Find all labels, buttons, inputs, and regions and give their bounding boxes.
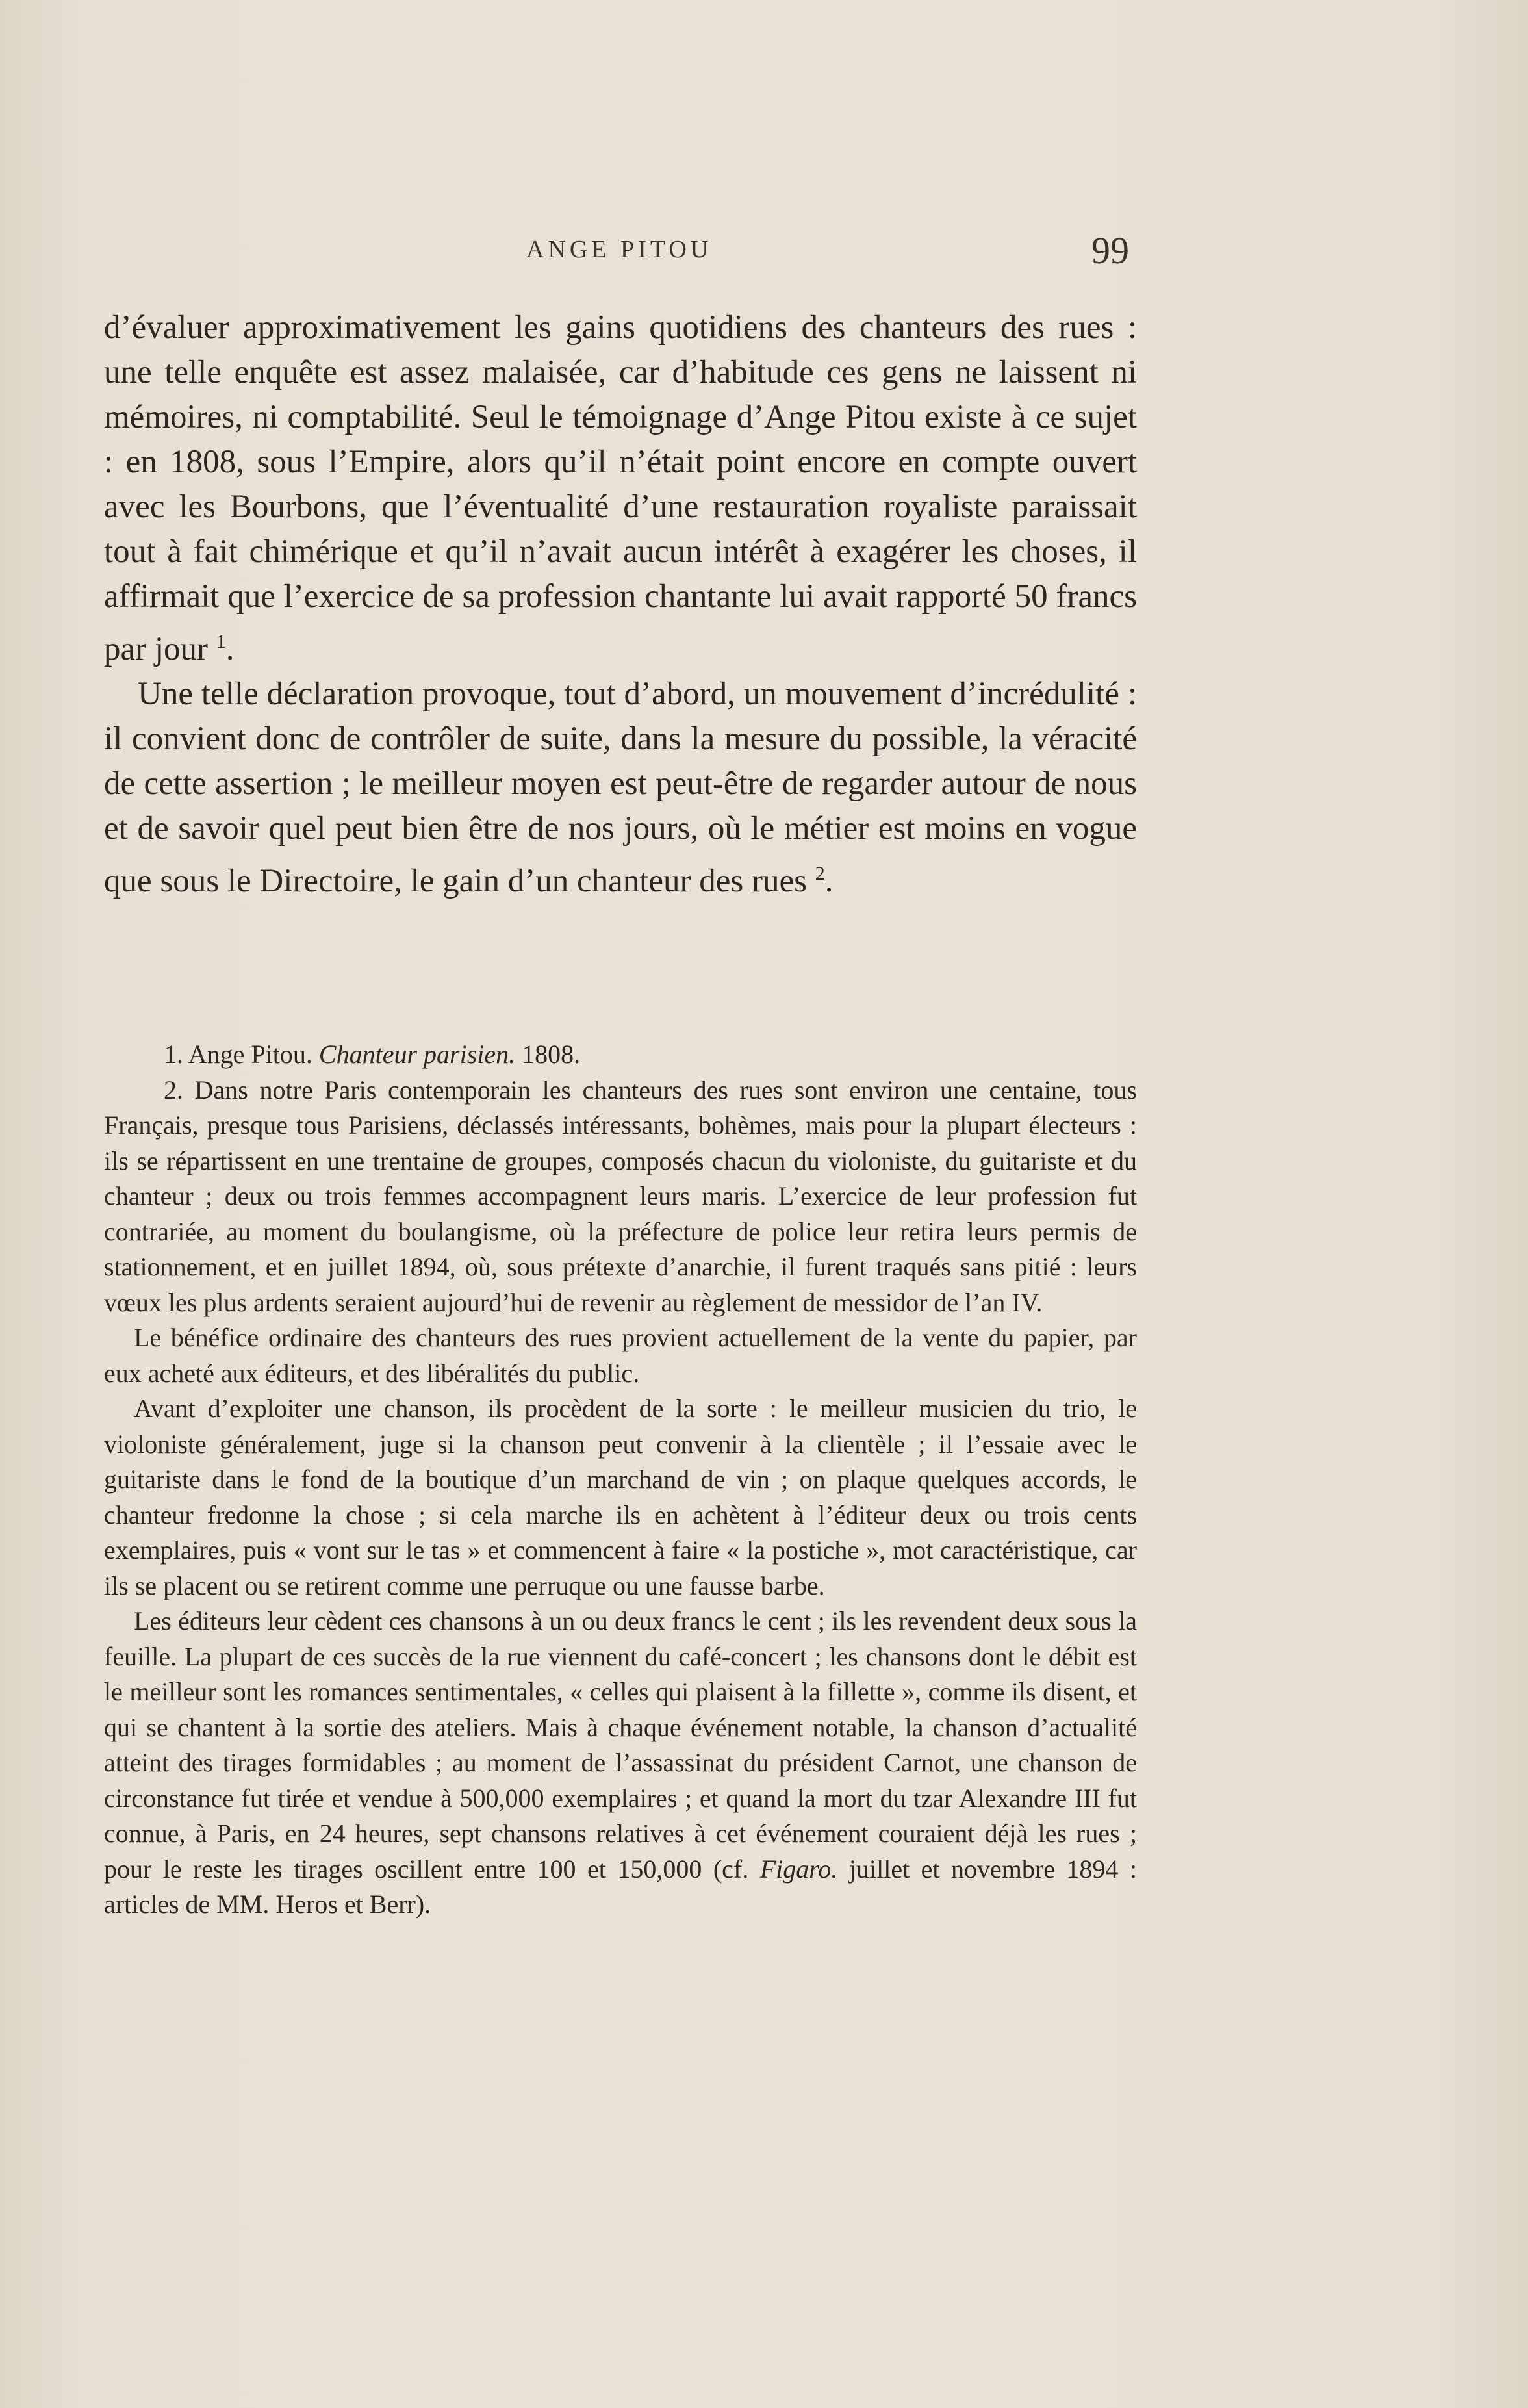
footnote-2 bbox=[104, 1073, 1137, 1321]
footnote-paragraph: Le bénéfice ordinaire des chanteurs des rues provient actuellement de la vente du papier, par eux acheté aux éditeurs, et des libéralités du public. bbox=[104, 1323, 1137, 1388]
footnote-number: 1. bbox=[164, 1040, 183, 1069]
footnote-source: Figaro. bbox=[759, 1854, 838, 1884]
footnote-title: Chanteur parisien. bbox=[318, 1040, 516, 1069]
footnote-ref-1: 1 bbox=[216, 631, 226, 652]
page-number: 99 bbox=[1091, 229, 1129, 272]
footnote-text: Dans notre Paris contemporain les chanteurs des rues sont environ une centaine, tous Français, presque tous Parisiens, déclassés intéressants, bohèmes, mais pour la plupart électeurs : ils se répartissent en une trentaine de groupes, composés chacun du violoniste, du guitariste et du chanteur ; deux ou trois femmes accompagnent leurs maris. L’exercice de leur profession fut contrariée, au moment du boulangisme, où la préfecture de police leur retira leurs permis de stationnement, et en juillet 1894, où, sous prétexte d’anarchie, il furent traqués sans pitié : leurs vœux les plus ardents seraient aujourd’hui de revenir au règlement de messidor de l’an IV. bbox=[104, 1075, 1138, 1317]
footnote-ref-2: 2 bbox=[815, 863, 825, 884]
body-paragraph bbox=[104, 305, 1137, 672]
paragraph-text: Une telle déclaration provoque, tout d’abord, un mouvement d’incrédulité : il convient donc de contrôler de suite, dans la mesure du possible, la véracité de cette assertion ; le meilleur moyen est peut-être de regarder autour de nous et de savoir quel peut bien être de nos jours, où le métier est moins en vogue que sous le Directoire, le gain d’un chanteur des rues bbox=[104, 676, 1137, 899]
body-paragraph bbox=[104, 672, 1137, 904]
footnote-number: 2. bbox=[164, 1075, 183, 1105]
paragraph-text: d’évaluer approximativement les gains quotidiens des chanteurs des rues : une telle enquête est assez malaisée, car d’habitude ces gens ne laissent ni mémoires, ni comptabilité. Seul le témoignage d’Ange Pitou existe à ce sujet : en 1808, sous l’Empire, alors qu’il n’était point encore en compte ouvert avec les Bourbons, que l’éventualité d’une restauration royaliste paraissait tout à fait chimérique et qu’il n’avait aucun intérêt à exagérer les choses, il affirmait que l’exercice de sa profession chantante lui avait rapporté 50 francs par jour bbox=[104, 309, 1137, 667]
footnote-paragraph: Avant d’exploiter une chanson, ils procèdent de la sorte : le meilleur musicien du trio, le violoniste généralement, juge si la chanson peut convenir à la clientèle ; il l’essaie avec le guitariste dans le fond de la boutique d’un marchand de vin ; on plaque quelques accords, le chanteur fredonne la chose ; si cela marche ils en achètent à l’éditeur deux ou trois cents exemplaires, puis « vont sur le tas » et commencent à faire « la postiche », mot caractéristique, car ils se placent ou se retirent comme une perruque ou une fausse barbe. bbox=[104, 1394, 1137, 1600]
running-head: ANGE PITOU bbox=[526, 236, 713, 263]
footnote-year: 1808. bbox=[522, 1040, 581, 1069]
main-text bbox=[104, 305, 1137, 904]
footnote-author: Ange Pitou. bbox=[188, 1040, 312, 1069]
footnote-1 bbox=[104, 1037, 1137, 1073]
footnote-text: juillet et novembre 1894 : articles de MM. Heros et Berr). bbox=[104, 1854, 1138, 1919]
sentence-end: . bbox=[824, 863, 834, 899]
sentence-end: . bbox=[225, 631, 235, 667]
footnotes bbox=[104, 1037, 1137, 1923]
footnote-text: Les éditeurs leur cèdent ces chansons à un ou deux francs le cent ; ils les revendent deux sous la feuille. La plupart de ces succès de la rue viennent du café-concert ; les chansons dont le débit est le meilleur sont les romances sentimentales, « celles qui plaisent à la fillette », comme ils disent, et qui se chantent à la sortie des ateliers. Mais à chaque événement notable, la chanson d’actualité atteint des tirages formidables ; au moment de l’assassinat du président Carnot, une chanson de circonstance fut tirée et vendue à 500,000 exemplaires ; et quand la mort du tzar Alexandre III fut connue, à Paris, en 24 heures, sept chansons relatives à cet événement couraient déjà les rues ; pour le reste les tirages oscillent entre 100 et 150,000 (cf. bbox=[104, 1606, 1137, 1884]
footnote-paragraph bbox=[104, 1604, 1137, 1923]
